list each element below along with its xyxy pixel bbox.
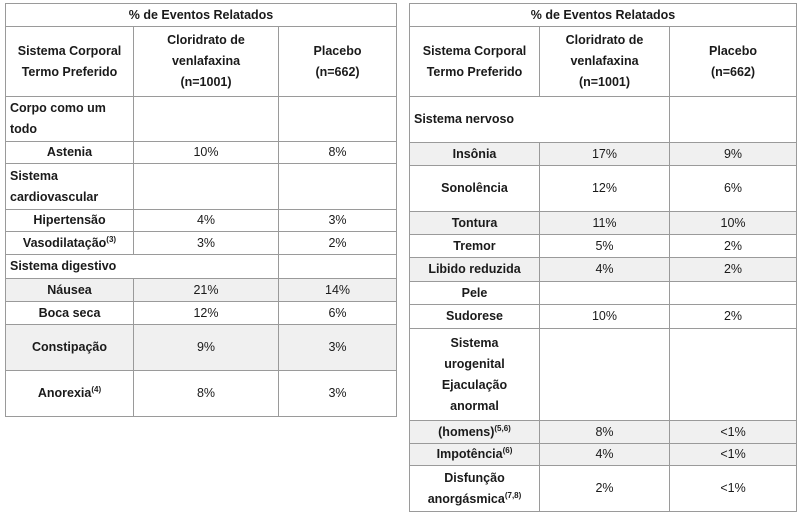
placebo-value: <1%: [670, 444, 797, 466]
placebo-value: <1%: [670, 421, 797, 444]
table-row: [410, 258, 797, 282]
term-cell: Tontura: [410, 212, 540, 235]
section-row: [6, 164, 397, 210]
table-row: [6, 371, 397, 417]
venlafaxine-value: 4%: [540, 444, 670, 466]
term-cell: Vasodilatação$^{(3)}$: [6, 232, 134, 255]
title-row: [6, 4, 397, 27]
section-row: [410, 329, 797, 421]
adverse-events-table-left: [5, 3, 397, 417]
placebo-value: 9%: [670, 143, 797, 166]
table-row: [410, 235, 797, 258]
header-placebo: Placebo (n=662): [670, 27, 797, 97]
term-cell: Boca seca: [6, 302, 134, 325]
table-row: [6, 279, 397, 302]
table-row: [410, 466, 797, 512]
section-label: Sistema cardiovascular: [6, 164, 134, 210]
term-cell: Sudorese: [410, 305, 540, 329]
term-cell: Impotência$^{(6)}$: [410, 444, 540, 466]
term-cell: Libido reduzida: [410, 258, 540, 282]
header-venlafaxine: Cloridrato de venlafaxina (n=1001): [540, 27, 670, 97]
venlafaxine-value: 10%: [540, 305, 670, 329]
term-cell: Constipação: [6, 325, 134, 371]
section-label: Corpo como um todo: [6, 97, 134, 142]
placebo-value: 6%: [670, 166, 797, 212]
section-row: [410, 97, 797, 143]
header-body-system: Sistema Corporal Termo Preferido: [410, 27, 540, 97]
term-cell: Sonolência: [410, 166, 540, 212]
placebo-value: 2%: [279, 232, 397, 255]
section-row: [6, 97, 397, 142]
venlafaxine-value: 10%: [134, 142, 279, 164]
table-row: [410, 143, 797, 166]
section-label: Sistema urogenital Ejaculação anormal: [410, 329, 540, 421]
table-title: % de Eventos Relatados: [6, 4, 397, 27]
section-label: Sistema digestivo: [6, 255, 279, 279]
table-title: % de Eventos Relatados: [410, 4, 797, 27]
venlafaxine-value: 8%: [134, 371, 279, 417]
header-row: [410, 27, 797, 97]
venlafaxine-value: 4%: [134, 210, 279, 232]
placebo-value: 3%: [279, 371, 397, 417]
term-cell: Anorexia$^{(4)}$: [6, 371, 134, 417]
venlafaxine-value: 8%: [540, 421, 670, 444]
table-row: [6, 302, 397, 325]
venlafaxine-value: 5%: [540, 235, 670, 258]
header-body-system: Sistema Corporal Termo Preferido: [6, 27, 134, 97]
placebo-value: 14%: [279, 279, 397, 302]
table-row: [6, 325, 397, 371]
term-cell: Tremor: [410, 235, 540, 258]
venlafaxine-value: 3%: [134, 232, 279, 255]
term-cell: Náusea: [6, 279, 134, 302]
section-row: [6, 255, 397, 279]
venlafaxine-value: 17%: [540, 143, 670, 166]
term-cell: Disfunção anorgásmica$^{(7,8)}$: [410, 466, 540, 512]
venlafaxine-value: 12%: [134, 302, 279, 325]
venlafaxine-value: 21%: [134, 279, 279, 302]
table-row: [6, 142, 397, 164]
table-row: [410, 421, 797, 444]
table-row: [6, 210, 397, 232]
table-row: [410, 305, 797, 329]
title-row: [410, 4, 797, 27]
placebo-value: 2%: [670, 305, 797, 329]
placebo-value: 2%: [670, 235, 797, 258]
placebo-value: 8%: [279, 142, 397, 164]
table-row: [410, 444, 797, 466]
placebo-value: 3%: [279, 325, 397, 371]
header-row: [6, 27, 397, 97]
venlafaxine-value: 2%: [540, 466, 670, 512]
header-placebo: Placebo (n=662): [279, 27, 397, 97]
venlafaxine-value: 11%: [540, 212, 670, 235]
placebo-value: 10%: [670, 212, 797, 235]
placebo-value: 2%: [670, 258, 797, 282]
venlafaxine-value: 4%: [540, 258, 670, 282]
placebo-value: <1%: [670, 466, 797, 512]
term-cell: Astenia: [6, 142, 134, 164]
venlafaxine-value: 9%: [134, 325, 279, 371]
term-cell: Insônia: [410, 143, 540, 166]
adverse-events-table-right: [409, 3, 797, 512]
header-venlafaxine: Cloridrato de venlafaxina (n=1001): [134, 27, 279, 97]
table-row: [410, 212, 797, 235]
placebo-value: 6%: [279, 302, 397, 325]
venlafaxine-value: 12%: [540, 166, 670, 212]
section-label: Sistema nervoso: [410, 97, 670, 143]
section-row: [410, 282, 797, 305]
placebo-value: 3%: [279, 210, 397, 232]
table-row: [410, 166, 797, 212]
term-cell: Hipertensão: [6, 210, 134, 232]
section-label: Pele: [410, 282, 540, 305]
term-cell: (homens)$^{(5,6)}$: [410, 421, 540, 444]
table-row: [6, 232, 397, 255]
